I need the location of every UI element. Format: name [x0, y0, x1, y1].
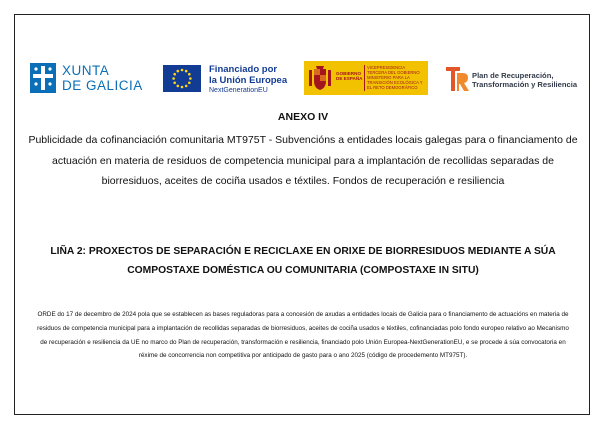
plan-recuperacion-logo: [444, 65, 584, 95]
order-text: ORDE do 17 de decembro de 2024 pola que se establecen as bases reguladoras para a concesión de axudas a entidades locais de Galicia para o financiamento de actuacións en materia de residuos de competencia municipal para a implantación de recollidas separadas de biorresiduos, aceites de cociña usados e téxtiles, cofinanciadas polo fondo europeo relativo ao Mecanismo de recuperación e resiliencia da UE no marco do Plan de recuperación, transformación e resiliencia, financiado polo Unión Europea-NextGenerationEU, e se procede á súa convocatoria en réxime de concorrencia non competitiva por anticipado de gasto para o ano 2025 (código de procedemento MT975T).: [37, 311, 569, 360]
xunta-cross-icon: [30, 63, 56, 93]
eu-line1: Financiado por: [209, 64, 278, 75]
logo-strip: [0, 58, 606, 98]
xunta-line2: DE GALICIA: [62, 78, 143, 93]
eu-line2: la Unión Europea: [209, 75, 288, 86]
plan-line1: Plan de Recuperación,: [472, 71, 554, 80]
eu-flag-icon: [163, 65, 201, 92]
gobierno-dept2: MINISTERIO PARA LA TRANSICIÓN ECOLÓGICA Y EL RETO DEMOGRÁFICO: [367, 75, 423, 90]
eu-funding-logo: [163, 62, 303, 96]
gobierno-label: GOBIERNO DE ESPAÑA: [336, 71, 363, 81]
xunta-de-galicia-logo: [30, 63, 150, 95]
annex-title: ANEXO IV: [277, 111, 329, 123]
annex-subtitle: Publicidade da cofinanciación comunitaria MT975T - Subvencións a entidades locais galegas para o financiamento de actuación en materia de residuos de competencia municipal para a implantación de recollidas separadas de biorresiduos, aceites de cociña usados e téxtiles. Fondos de recuperación e resiliencia: [28, 134, 578, 187]
line2-heading: LIÑA 2: PROXECTOS DE SEPARACIÓN E RECICLAXE EN ORIXE DE BIORRESIDUOS MEDIANTE A SÚA COMPOSTAXE DOMÉSTICA OU COMUNITARIA (COMPOSTAXE IN SITU): [50, 246, 556, 276]
plan-line2: Transformación y Resiliencia: [472, 80, 578, 89]
xunta-line1: XUNTA: [62, 63, 110, 78]
plan-tr-icon: [444, 65, 470, 93]
gobierno-espana-logo: [304, 61, 428, 95]
gobierno-dept1: VICEPRESIDENCIA TERCERA DEL GOBIERNO: [367, 65, 420, 75]
eu-line3: NextGenerationEU: [209, 87, 268, 94]
spain-coat-of-arms-icon: [308, 64, 332, 92]
